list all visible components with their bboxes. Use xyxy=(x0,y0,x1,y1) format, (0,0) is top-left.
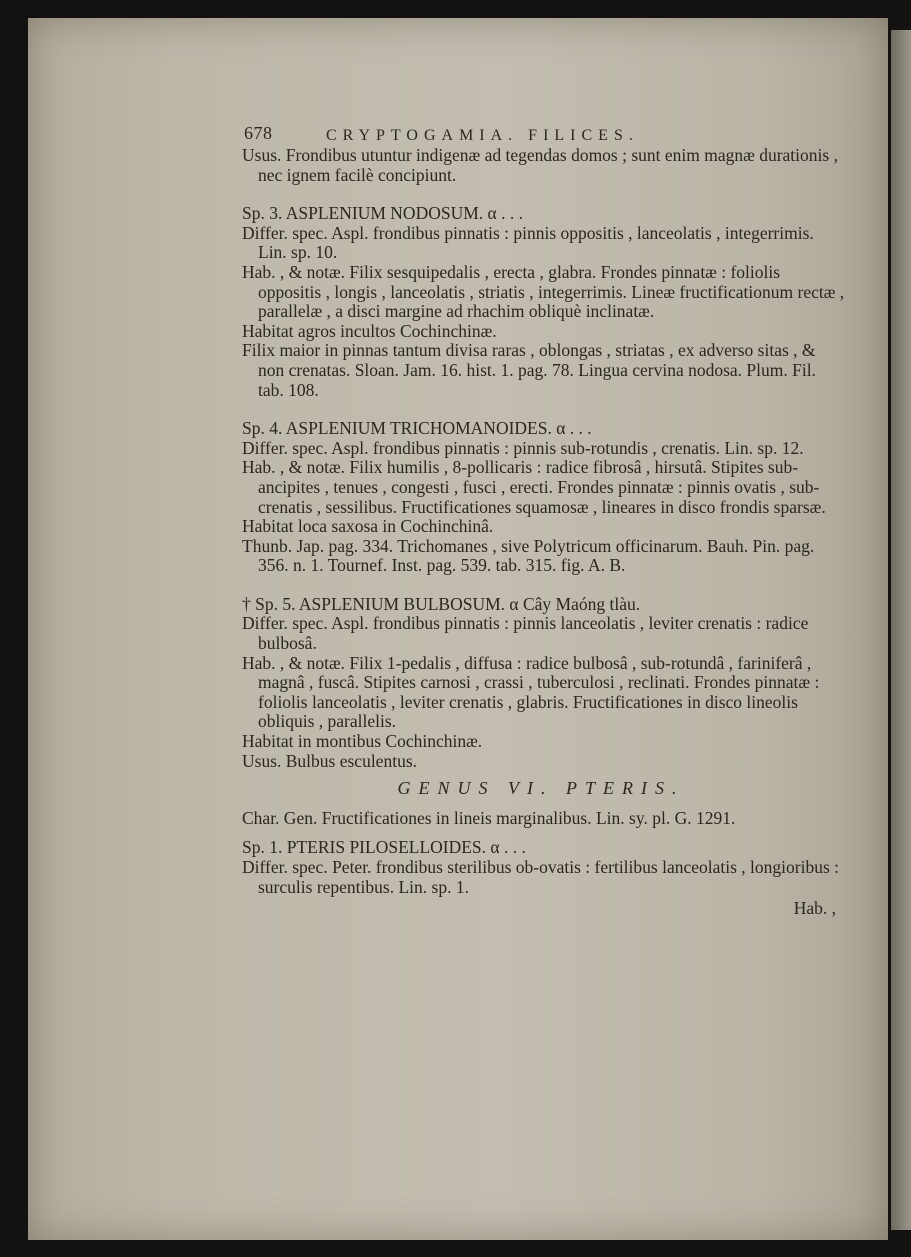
paragraph-differ-3: Differ. spec. Aspl. frondibus pinnatis : pinnis oppositis , lanceolatis , integerrimis. Lin. sp. 10. xyxy=(242,222,814,263)
genus-heading: GENUS VI. PTERIS. xyxy=(397,778,685,799)
page-number: 678 xyxy=(244,123,273,143)
paragraph-thunb-4: Thunb. Jap. pag. 334. Trichomanes , sive Polytricum officinarum. Bauh. Pin. pag. 356. n. 1. Tournef. Inst. pag. 539. tab. 315. fig. A. B. xyxy=(242,535,815,576)
paragraph-differ-5: Differ. spec. Aspl. frondibus pinnatis : pinnis lanceolatis , leviter crenatis : radice bulbosâ. xyxy=(242,613,809,654)
paragraph-hab-3: Hab. , & notæ. Filix sesquipedalis , erecta , glabra. Frondes pinnatæ : foliolis oppositis , longis , lanceolatis , striatis , integerrimis. Lineæ fructificationum rectæ , parallelæ , a disci margine ad rhachim obliquè inclinatæ. xyxy=(242,261,845,322)
paragraph-usus: Usus. Frondibus utuntur indigenæ ad tegendas domos ; sunt enim magnæ durationis , nec ignem facilè concipiunt. xyxy=(242,145,838,185)
paragraph-char-gen: Char. Gen. Fructificationes in lineis marginalibus. Lin. sy. pl. G. 1291. xyxy=(242,807,736,828)
catchword: Hab. , xyxy=(793,898,836,919)
running-head xyxy=(236,118,846,146)
paragraph-habitat-4: Habitat loca saxosa in Cochinchinâ. xyxy=(242,516,494,537)
paragraph-habitat-3: Habitat agros incultos Cochinchinæ. xyxy=(242,320,497,341)
species-heading-3: Sp. 3. ASPLENIUM NODOSUM. α . . . xyxy=(242,203,523,224)
paragraph-differ-pteris-1: Differ. spec. Peter. frondibus sterilibus ob-ovatis : fertilibus lanceolatis , longioribus : surculis repentibus. Lin. sp. 1. xyxy=(242,857,840,897)
running-title: CRYPTOGAMIA. FILICES. xyxy=(326,127,639,144)
species-heading-pteris-1: Sp. 1. PTERIS PILOSELLOIDES. α . . . xyxy=(242,837,526,858)
paragraph-filix-3: Filix maior in pinnas tantum divisa raras , oblongas , striatas , ex adverso sitas , & non crenatas. Sloan. Jam. 16. hist. 1. pag. 78. Lingua cervina nodosa. Plum. Fil. tab. 108. xyxy=(242,340,816,400)
page-content xyxy=(236,118,846,919)
paragraph-differ-4: Differ. spec. Aspl. frondibus pinnatis : pinnis sub-rotundis , crenatis. Lin. sp. 12. xyxy=(242,437,804,458)
species-heading-5: † Sp. 5. ASPLENIUM BULBOSUM. α Cây Maóng tlàu. xyxy=(242,593,641,614)
paragraph-habitat-5: Habitat in montibus Cochinchinæ. xyxy=(242,731,483,752)
paragraph-hab-4: Hab. , & notæ. Filix humilis , 8-pollicaris : radice fibrosâ , hirsutâ. Stipites sub-ancipites , tenues , congesti , fusci , erecti. Frondes pinnatæ : pinnis ovatis , sub-crenatis , sessilibus. Fructificationes squamosæ , lineares in disco frondis sparsæ. xyxy=(242,457,826,517)
next-page-edge xyxy=(891,30,911,1230)
species-heading-4: Sp. 4. ASPLENIUM TRICHOMANOIDES. α . . . xyxy=(242,418,592,439)
paragraph-usus-5: Usus. Bulbus esculentus. xyxy=(242,750,417,771)
paragraph-hab-5: Hab. , & notæ. Filix 1-pedalis , diffusa : radice bulbosâ , sub-rotundâ , fariniferâ , magnâ , fuscâ. Stipites carnosi , crassi , tuberculosi , reclinati. Frondes pinnatæ : foliolis lanceolatis , leviter crenatis , glabris. Fructificationes in disco lineolis obliquis , parallelis. xyxy=(242,652,820,732)
